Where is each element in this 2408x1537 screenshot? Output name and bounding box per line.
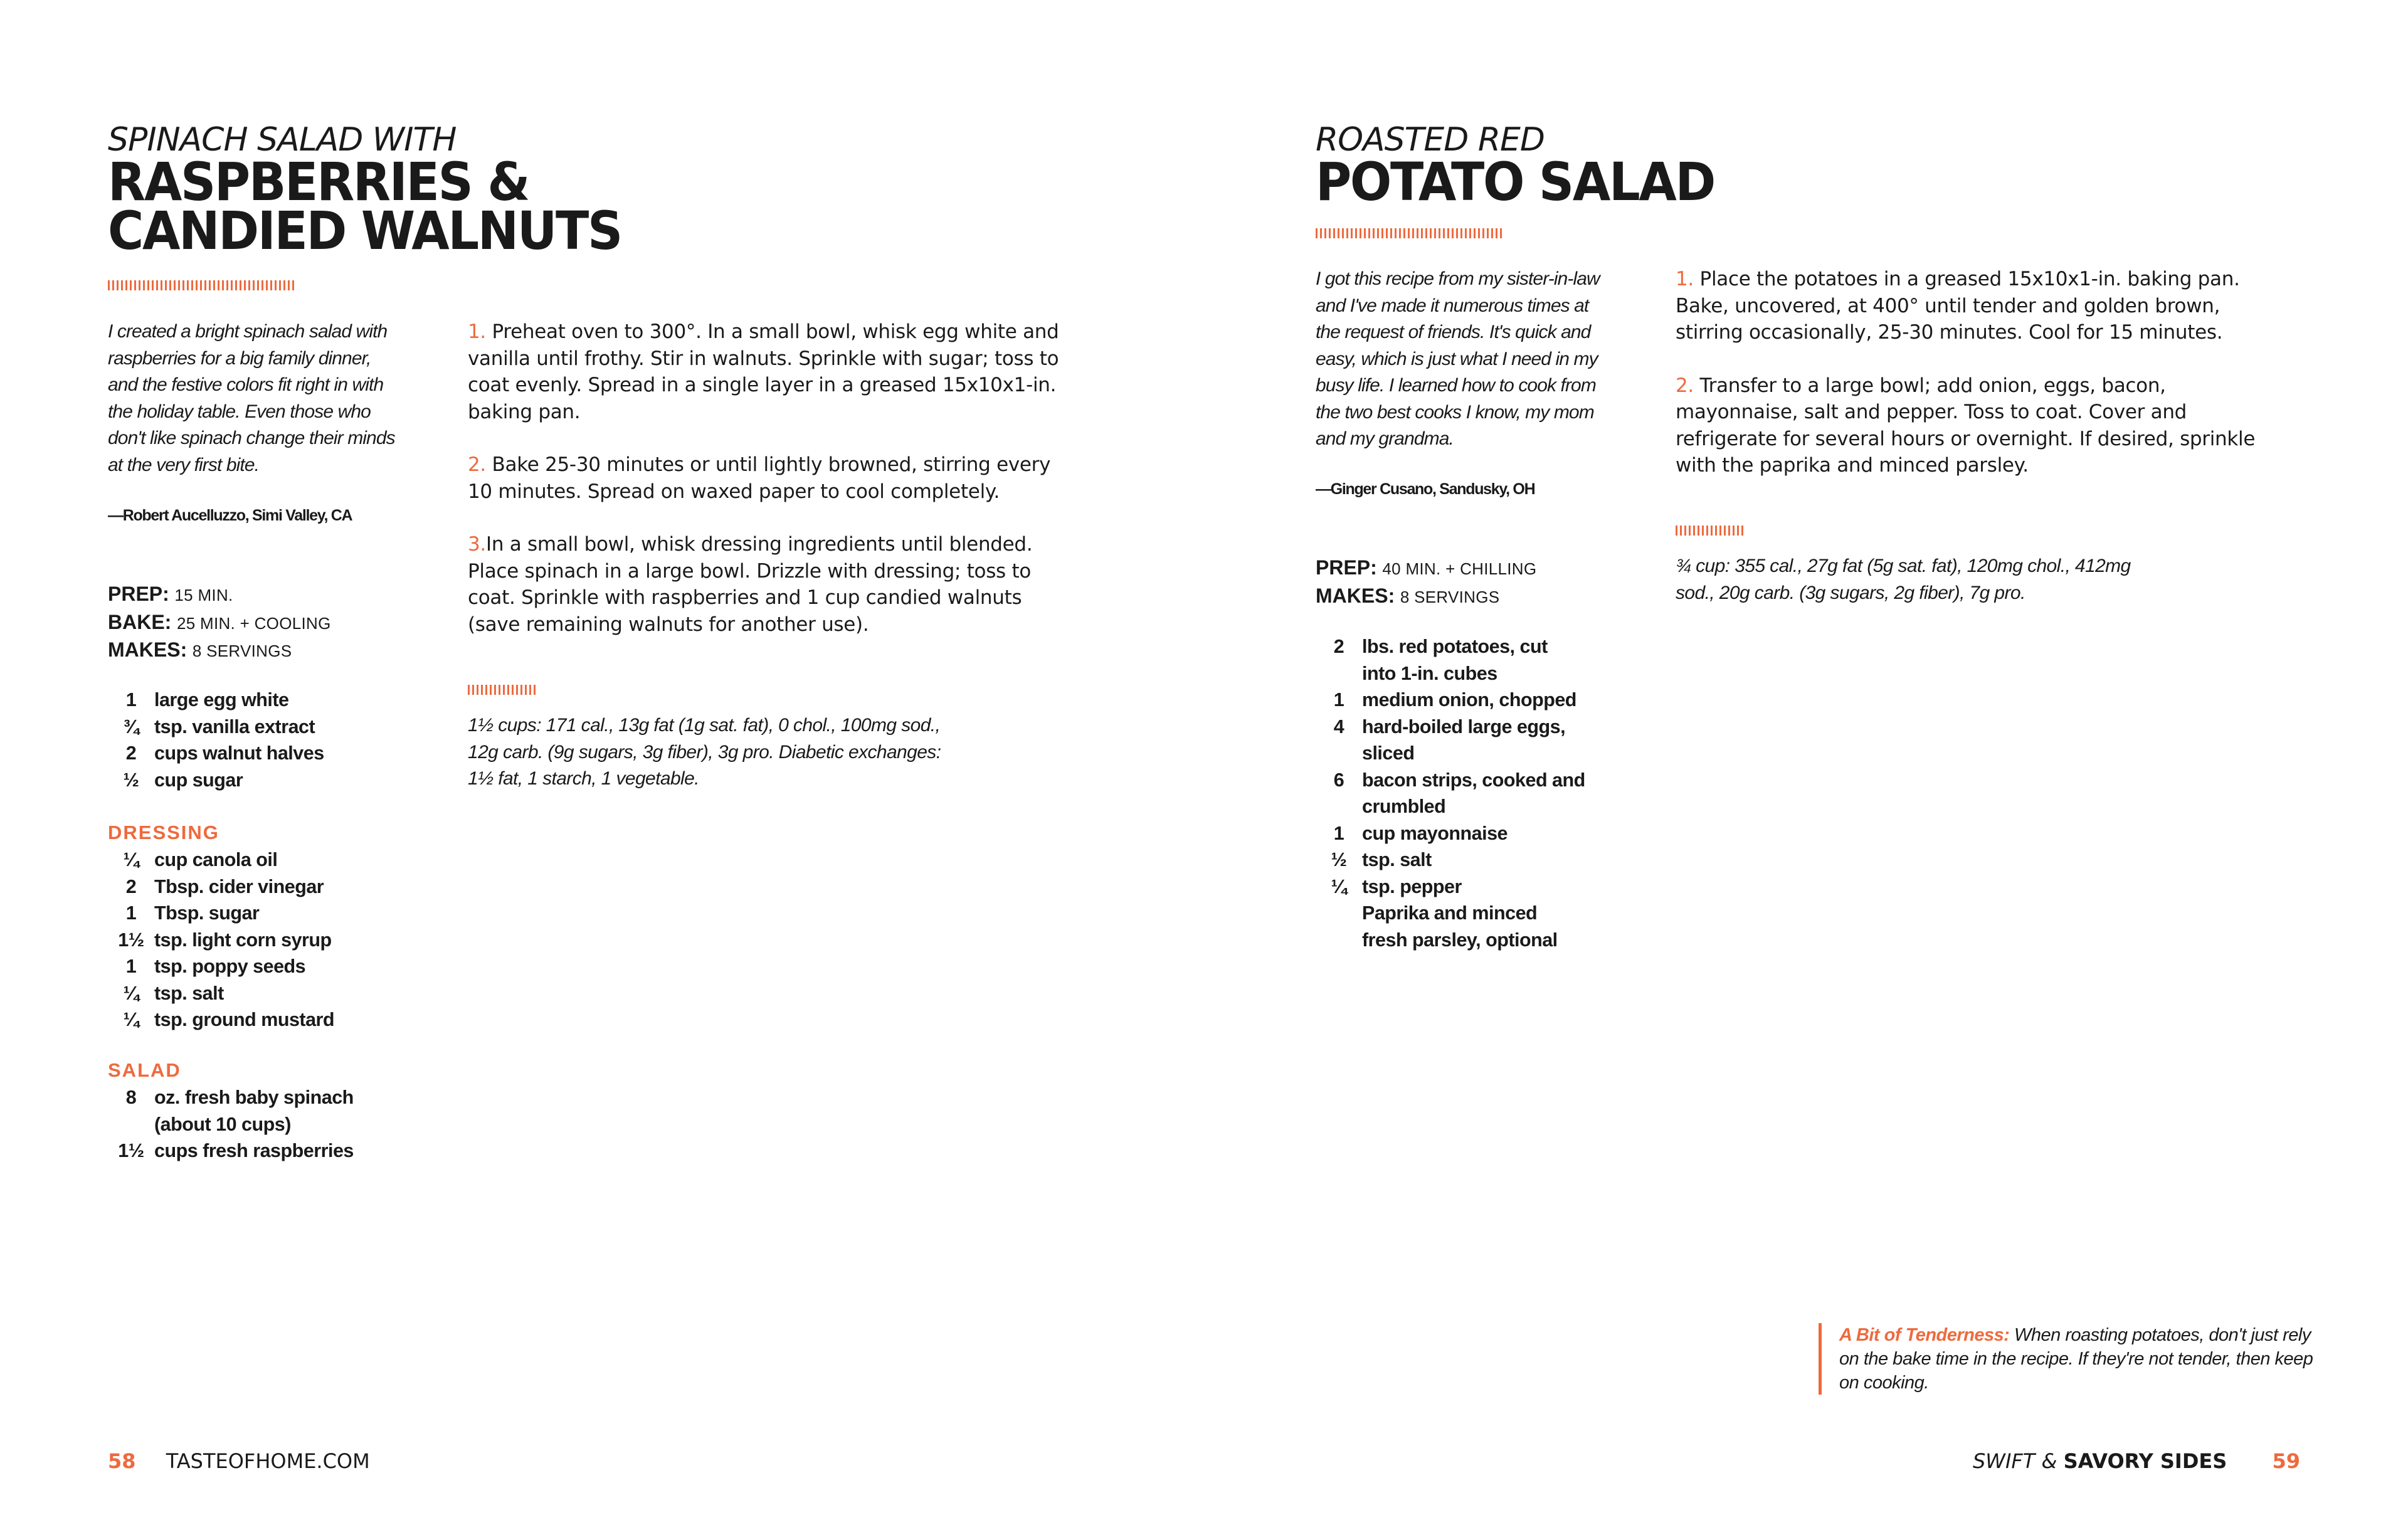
- ingredient-text: tsp. poppy seeds: [154, 956, 306, 977]
- direction-step: [468, 452, 1070, 505]
- ingredient-qty: 1: [1333, 689, 1344, 710]
- ingredient-text: medium onion, chopped: [1362, 689, 1576, 710]
- step-text: Preheat oven to 300°. In a small bowl, whisk egg white and vanilla until frothy. Stir in walnuts. Sprinkle with sugar; toss to coat evenly. Spread in a single layer in a greased 15x10x1-in. baking pan.: [468, 320, 1059, 423]
- decorative-tick-rule: [468, 685, 536, 695]
- decorative-tick-rule: [108, 280, 296, 290]
- ingredient-text: tsp. salt: [154, 982, 224, 1004]
- ingredient-row: [1316, 767, 1598, 820]
- ingredient-text: Tbsp. sugar: [154, 902, 260, 924]
- ingredient-row: [1316, 900, 1598, 953]
- nutrition-facts-right: ¾ cup: 355 cal., 27g fat (5g sat. fat), 120mg chol., 412mg sod., 20g carb. (3g sugars, 2g fiber), 7g pro.: [1676, 556, 2131, 603]
- makes-label: MAKES:: [1316, 584, 1395, 607]
- ingredient-list-dressing: [108, 847, 403, 1033]
- ingredient-row: [108, 714, 403, 741]
- ingredient-row: [108, 874, 403, 901]
- ingredient-row: [108, 953, 403, 980]
- ingredient-row: [1316, 714, 1598, 767]
- prep-label: PREP:: [1316, 556, 1377, 579]
- recipe-timing-right: [1316, 554, 1536, 610]
- ingredient-text: Tbsp. cider vinegar: [154, 875, 324, 897]
- ingredient-qty: 2: [125, 875, 137, 897]
- step-text: Bake 25-30 minutes or until lightly browned, stirring every 10 minutes. Spread on waxed paper to cool completely.: [468, 453, 1051, 503]
- ingredient-text: tsp. vanilla extract: [154, 716, 315, 737]
- ingredient-row: [108, 687, 403, 714]
- page-number-right: 59: [2272, 1449, 2300, 1473]
- ingredient-text: hard-boiled large eggs, sliced: [1362, 716, 1566, 764]
- step-number: 1.: [1676, 268, 1694, 290]
- ingredient-qty: ¼: [123, 849, 139, 870]
- footer-left: [108, 1449, 370, 1474]
- ingredient-text: cup sugar: [154, 769, 243, 791]
- ingredient-qty: 8: [125, 1087, 137, 1108]
- ingredient-row: [108, 1138, 403, 1165]
- recipe-intro-right: I got this recipe from my sister-in-law and I've made it numerous times at the request of friends. It's quick and easy, which is just what I need in my busy life. I learned how to cook from the two best cooks I know, my mom and my grandma.: [1316, 268, 1600, 449]
- directions-left: [468, 319, 1070, 638]
- ingredient-qty: 1: [125, 956, 137, 977]
- prep-value: 40 MIN. + CHILLING: [1382, 559, 1537, 578]
- ingredient-text: tsp. ground mustard: [154, 1009, 335, 1030]
- tip-heading: A Bit of Tenderness:: [1839, 1325, 2010, 1345]
- site-name: TASTEOFHOME.COM: [166, 1449, 370, 1473]
- prep-label: PREP:: [108, 583, 169, 605]
- bake-value: 25 MIN. + COOLING: [176, 613, 331, 633]
- ingredient-qty: ¼: [123, 1009, 139, 1030]
- ingredient-text: bacon strips, cooked and crumbled: [1362, 769, 1585, 817]
- ingredient-qty: 6: [1333, 769, 1344, 791]
- ingredient-row: [1316, 874, 1598, 901]
- ingredient-row: [1316, 633, 1598, 687]
- ingredient-text: tsp. light corn syrup: [154, 929, 332, 951]
- ingredient-qty: ¼: [1331, 875, 1347, 897]
- ingredient-text: oz. fresh baby spinach (about 10 cups): [154, 1087, 354, 1135]
- footer-right: [1973, 1449, 2300, 1474]
- recipe-title-line2-left: CANDIED WALNUTS: [108, 200, 621, 261]
- ingredient-qty: ¼: [123, 982, 139, 1004]
- ingredient-text: large egg white: [154, 689, 289, 710]
- direction-step: [1676, 266, 2290, 346]
- footer-section-name: SAVORY SIDES: [2063, 1449, 2227, 1473]
- step-number: 3.: [468, 533, 486, 556]
- ingredient-row: [1316, 820, 1598, 847]
- ingredient-qty: ½: [123, 769, 139, 791]
- ingredient-text: cup mayonnaise: [1362, 822, 1508, 844]
- ingredient-qty: 4: [1333, 716, 1344, 737]
- ingredient-qty: 1: [125, 689, 137, 710]
- tip-body: When roasting potatoes, don't just rely on the bake time in the recipe. If they're not tender, then keep on cooking.: [1839, 1325, 2313, 1393]
- ingredient-row: [1316, 687, 1598, 714]
- ingredient-text: cups fresh raspberries: [154, 1140, 354, 1161]
- direction-step: [1676, 372, 2290, 479]
- nutrition-facts-left: 1½ cups: 171 cal., 13g fat (1g sat. fat), 0 chol., 100mg sod., 12g carb. (9g sugars, 3g fiber), 3g pro. Diabetic exchanges: 1½ fat, 1 starch, 1 vegetable.: [468, 715, 941, 789]
- ingredient-text: Paprika and minced fresh parsley, optional: [1362, 902, 1558, 951]
- step-text: In a small bowl, whisk dressing ingredients until blended. Place spinach in a large bowl. Drizzle with dressing; toss to coat. Sprinkle with raspberries and 1 cup candied walnuts (save remaining walnuts for another use).: [468, 533, 1033, 636]
- recipe-credit-left: —Robert Aucelluzzo, Simi Valley, CA: [108, 507, 352, 524]
- recipe-title-line1-left: RASPBERRIES &: [108, 151, 529, 213]
- prep-value: 15 MIN.: [174, 586, 233, 605]
- ingredient-qty: 1: [1333, 822, 1344, 844]
- recipe-title-line1-right: POTATO SALAD: [1316, 151, 1715, 213]
- step-number: 2.: [468, 453, 486, 476]
- makes-value: 8 SERVINGS: [1400, 587, 1500, 606]
- ingredient-qty: ¾: [123, 716, 139, 737]
- bake-label: BAKE:: [108, 610, 172, 633]
- recipe-title-small-right: ROASTED RED: [1316, 121, 1545, 159]
- ingredient-qty: 1½: [118, 929, 144, 951]
- recipe-title-small-left: SPINACH SALAD WITH: [108, 121, 457, 159]
- recipe-timing-left: [108, 581, 331, 665]
- ingredient-list-right: [1316, 633, 1598, 953]
- ingredient-list-salad: [108, 1084, 403, 1165]
- ingredient-row: [1316, 847, 1598, 874]
- ingredient-list-left: [108, 687, 403, 793]
- ingredient-qty: ½: [1331, 849, 1347, 870]
- cooking-tip: [1819, 1323, 2322, 1395]
- ingredient-row: [108, 1084, 403, 1138]
- step-number: 2.: [1676, 374, 1694, 397]
- ingredient-row: [108, 900, 403, 927]
- ingredient-text: tsp. pepper: [1362, 875, 1462, 897]
- ingredient-row: [108, 740, 403, 767]
- ingredient-row: [108, 927, 403, 954]
- section-label-dressing: DRESSING: [108, 821, 219, 843]
- makes-label: MAKES:: [108, 638, 187, 661]
- makes-value: 8 SERVINGS: [192, 642, 292, 660]
- step-number: 1.: [468, 320, 486, 343]
- direction-step: [468, 531, 1070, 638]
- ingredient-text: cups walnut halves: [154, 742, 324, 764]
- decorative-tick-rule: [1676, 526, 1743, 536]
- step-text: Place the potatoes in a greased 15x10x1-in. baking pan. Bake, uncovered, at 400° until tender and golden brown, stirring occasionally, 25-30 minutes. Cool for 15 minutes.: [1676, 268, 2240, 344]
- ingredient-row: [108, 767, 403, 794]
- decorative-tick-rule: [1316, 228, 1504, 238]
- ingredient-qty: 1½: [118, 1140, 144, 1161]
- direction-step: [468, 319, 1070, 425]
- ingredient-row: [108, 980, 403, 1007]
- ingredient-qty: 1: [125, 902, 137, 924]
- directions-right: [1676, 266, 2290, 479]
- ingredient-qty: 2: [1333, 636, 1344, 657]
- ingredient-text: cup canola oil: [154, 849, 278, 870]
- recipe-intro-left: I created a bright spinach salad with raspberries for a big family dinner, and the festive colors fit right in with the holiday table. Even those who don't like spinach change their minds at the very first bite.: [108, 321, 395, 475]
- ingredient-text: tsp. salt: [1362, 849, 1432, 870]
- footer-swift: SWIFT &: [1972, 1449, 2057, 1473]
- recipe-credit-right: —Ginger Cusano, Sandusky, OH: [1316, 480, 1535, 498]
- ingredient-row: [108, 847, 403, 874]
- ingredient-text: lbs. red potatoes, cut into 1-in. cubes: [1362, 636, 1548, 684]
- ingredient-qty: 2: [125, 742, 137, 764]
- ingredient-row: [108, 1006, 403, 1033]
- page-number-left: 58: [108, 1449, 136, 1473]
- section-label-salad: SALAD: [108, 1059, 181, 1081]
- ingredient-qty: [1316, 900, 1362, 953]
- step-text: Transfer to a large bowl; add onion, eggs, bacon, mayonnaise, salt and pepper. Toss to coat. Cover and refrigerate for several hours or overnight. If desired, sprinkle with the paprika and minced parsley.: [1676, 374, 2256, 477]
